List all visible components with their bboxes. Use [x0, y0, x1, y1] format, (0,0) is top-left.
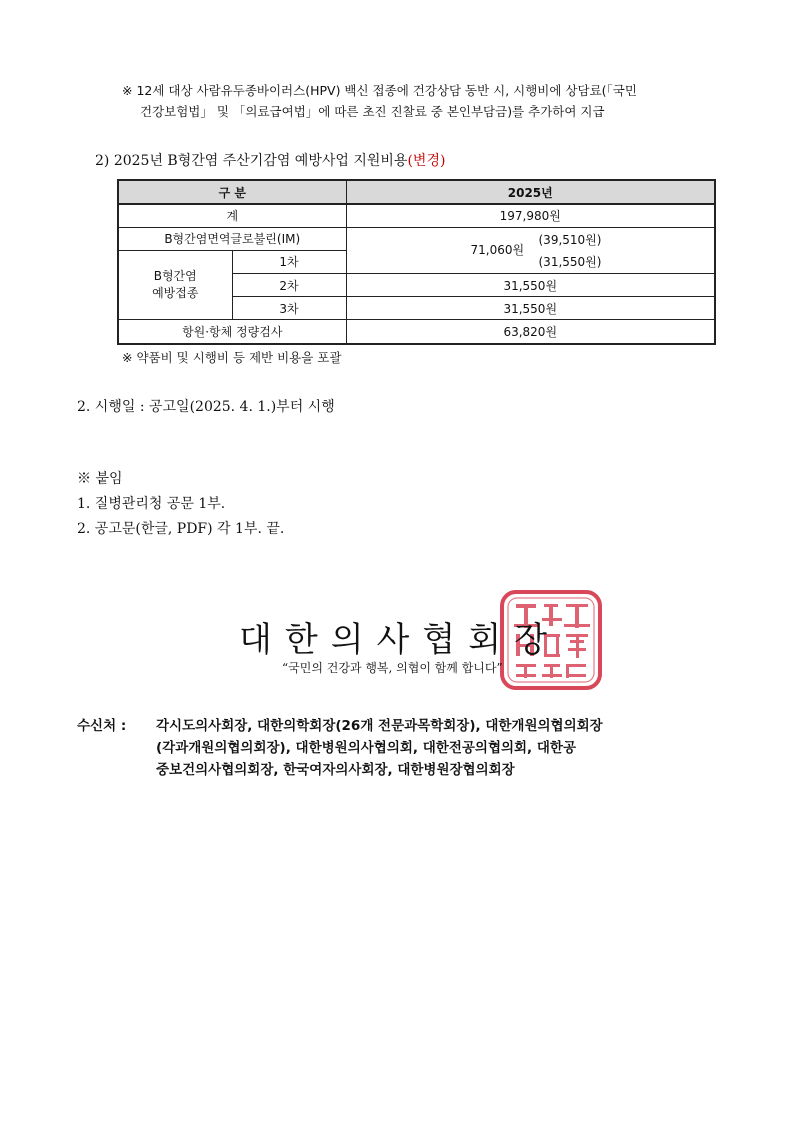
table-row-im — [118, 227, 715, 250]
table-row-total — [118, 204, 715, 227]
dose-1-label: 1차 — [232, 250, 346, 273]
hpv-note-line2: 건강보험법」 및 「의료급여법」에 따른 초진 진찰료 중 본인부담금)를 추가하여 지급 — [140, 104, 605, 119]
section-title — [95, 150, 445, 170]
effective-date: 2. 시행일 : 공고일(2025. 4. 1.)부터 시행 — [77, 399, 335, 415]
recipients-line1: 각시도의사회장, 대한의학회장(26개 전문과목학회장), 대한개원의협의회장 — [156, 718, 603, 734]
im-detail-1: (39,510원) — [538, 232, 602, 247]
vaccine-group-line1: B형간염 — [153, 269, 197, 284]
table-note: ※ 약품비 및 시행비 등 제반 비용을 포괄 — [122, 350, 342, 365]
hpv-note-line1: ※ 12세 대상 사람유두종바이러스(HPV) 백신 접종에 건강상담 동반 시, 시행비에 상담료(「국민 — [122, 83, 637, 98]
im-total: 71,060원 — [470, 242, 525, 257]
recipients-line3: 중보건의사협의회장, 한국여자의사회장, 대한병원장협의회장 — [156, 762, 515, 778]
table-row-antibody — [118, 320, 715, 344]
vaccine-group-label — [118, 250, 232, 319]
im-value-cell — [346, 227, 715, 273]
sender-org: 대한의사협회장 — [239, 620, 560, 660]
dose-2-value: 31,550원 — [346, 274, 715, 297]
recipients-label: 수신처 : — [77, 718, 127, 734]
total-label: 계 — [118, 204, 346, 227]
antibody-label: 항원·항체 정량검사 — [118, 320, 346, 344]
header-year: 2025년 — [346, 180, 715, 204]
attach-heading: ※ 붙임 — [77, 471, 123, 487]
sender-slogan: “국민의 건강과 행복, 의협이 함께 합니다” — [282, 661, 503, 675]
total-value: 197,980원 — [346, 204, 715, 227]
change-marker: (변경) — [407, 153, 446, 169]
recipients-line2: (각과개원의협의회장), 대한병원의사협의회, 대한전공의협의회, 대한공 — [156, 740, 577, 756]
im-label: B형간염면역글로불린(IM) — [118, 227, 346, 250]
dose-3-value: 31,550원 — [346, 297, 715, 320]
im-detail-2: (31,550원) — [538, 254, 602, 269]
dose-2-label: 2차 — [232, 274, 346, 297]
antibody-value: 63,820원 — [346, 320, 715, 344]
table-header-row — [118, 180, 715, 204]
dose-3-label: 3차 — [232, 297, 346, 320]
header-category: 구 분 — [118, 180, 346, 204]
vaccine-group-line2: 예방접종 — [152, 286, 199, 301]
section-title-text: 2) 2025년 B형간염 주산기감염 예방사업 지원비용 — [95, 153, 408, 169]
support-cost-table — [117, 179, 716, 345]
attach-item-2: 2. 공고문(한글, PDF) 각 1부. 끝. — [77, 521, 285, 537]
attach-item-1: 1. 질병관리청 공문 1부. — [77, 496, 226, 512]
